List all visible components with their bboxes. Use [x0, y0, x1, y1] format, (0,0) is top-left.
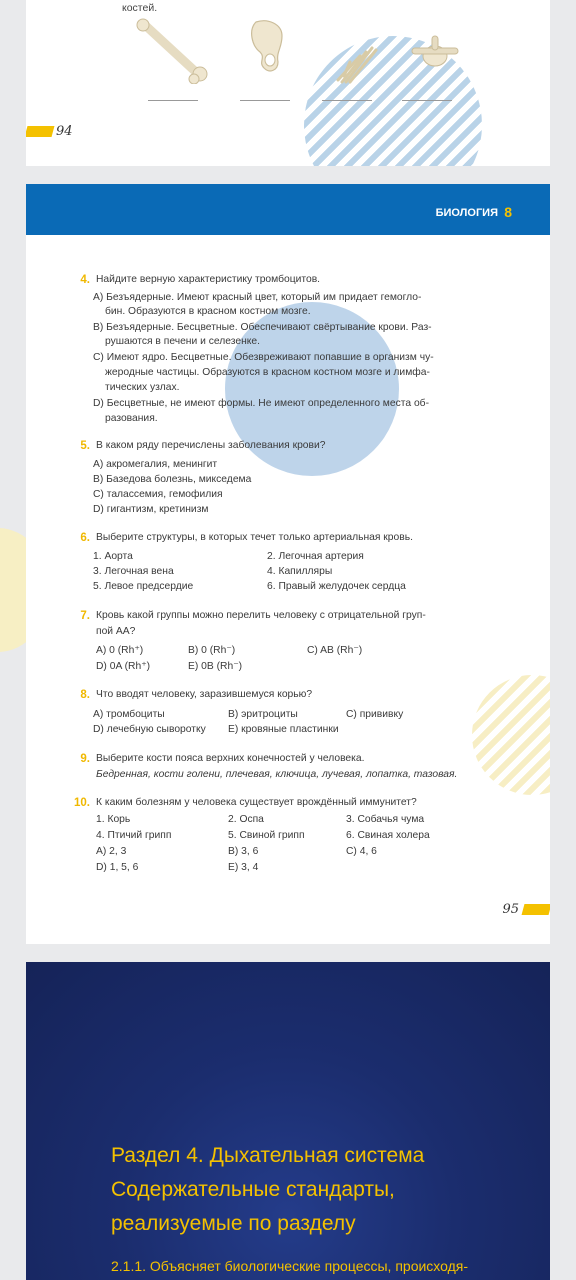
subject-label: БИОЛОГИЯ [435, 207, 498, 219]
answer-option: B) 0 (Rh⁻) [188, 645, 236, 656]
question-text: К каким болезням у человека существует врождённый иммунитет? [96, 797, 417, 808]
question-text: Найдите верную характеристику тромбоцитов. [96, 274, 321, 285]
answer-line: 3. Собачья чума [346, 814, 425, 825]
answer-line: жеродные частицы. Образуются в красном костном мозге и лимфа- [105, 367, 430, 378]
answer-line: бин. Образуются в красном костном мозге. [105, 306, 311, 317]
page-number-94: 94 [26, 124, 73, 139]
answer-line: Бедренная, кости голени, плечевая, ключица, лучевая, лопатка, тазовая. [96, 769, 458, 780]
answer-line: 3. Легочная вена [93, 566, 174, 577]
answer-option: D) 1, 5, 6 [96, 862, 139, 873]
answer-option: E) 3, 4 [228, 862, 259, 873]
answer-line: 1. Корь [96, 814, 131, 825]
answer-line: C) Имеют ядро. Бесцветные. Обезвреживают попавшие в организм чу- [93, 352, 434, 363]
answer-line: 4. Капилляры [267, 566, 333, 577]
grade-label: 8 [504, 204, 512, 220]
answer-option: E) кровяные пластинки [228, 724, 339, 735]
answer-line: A) акромегалия, менингит [93, 459, 218, 470]
section-title-line: Содержательные стандарты, [111, 1178, 395, 1201]
answer-line: B) Базедова болезнь, микседема [93, 474, 252, 485]
vertebra-icon [410, 34, 460, 74]
answer-option: E) 0B (Rh⁻) [188, 661, 243, 672]
pelvis-bone-icon [248, 18, 288, 74]
page-number-bar [522, 904, 550, 915]
page-number-bar [26, 126, 54, 137]
answer-line: рушаются в печени и селезенке. [105, 336, 260, 347]
question-text: В каком ряду перечислены заболевания крови? [96, 440, 326, 451]
answer-line: C) талассемия, гемофилия [93, 489, 223, 500]
section-title-line: Раздел 4. Дыхательная система [111, 1144, 425, 1167]
page-94 [26, 0, 550, 166]
question-text: Выберите структуры, в которых течет только артериальная кровь. [96, 532, 413, 543]
question-text: Кровь какой группы можно перелить человеку с отрицательной груп- [96, 610, 426, 621]
answer-option: D) 0A (Rh⁺) [96, 661, 151, 672]
answer-line: 4. Птичий грипп [96, 830, 172, 841]
answer-option: A) 2, 3 [96, 846, 127, 857]
answer-blank-line [402, 100, 452, 101]
hand-bones-icon [330, 38, 380, 84]
answer-option: C) прививку [346, 709, 404, 720]
section-title-line: реализуемые по разделу [111, 1212, 356, 1235]
page-95: БИОЛОГИЯ 8 4. Найдите верную характеристику тромбоцитов. A) Безъядерные. Имеют красный цвет, который им придает гемогло- бин. Образуются в красном костном мозге. B) Безъядерные. Бесцветные. Обеспечивают свёртывание крови. Раз- рушаются в печени и селезенке. C) Имеют ядро. Бесцветные. Обезвреживают попавшие в организм чу- жеродные частицы. Образуются в красном костном мозге и лимфа- тических узлах. D) Бесцветные, не имеют формы. Не имеют определенного места об- разования. 5. В каком ряду перечислены заболевания крови? A) акромегалия, менингит B) Базедова болезнь, микседема C) талассемия, гемофилия D) гигантизм, кретинизм 6. Выберите структуры, в которых течет только артериальная кровь. 1. Аорта 3. Легочная вена 5. Левое предсердие 2. Легочная артерия 4. Капилляры 6. Правый желудочек сердца 7. Кровь какой группы можно перелить человеку с отрицательной груп- пой АА? A) 0 (Rh⁺) B) 0 (Rh⁻) C) AB (Rh⁻) D) 0A (Rh⁺) E) 0B (Rh⁻) 8. Что вводят человеку, заразившемуся корью? A) тромбоциты B) эритроциты C) прививку D) лечебную сыворотку E) кровяные пластинки 9. Выберите кости пояса верхних конечностей у человека. Бедренная, кости голени, плечевая, ключица, лучевая, лопатка, тазовая. 10. К каким болезням у человека существует врождённый иммунитет? 1. Корь 2. Оспа 3. Собачья чума 4. Птичий грипп 5. Свиной грипп 6. Свиная холера A) 2, 3 B) 3, 6 C) 4, 6 D) 1, 5, 6 E) 3, 4 95 [26, 184, 550, 944]
answer-line: D) гигантизм, кретинизм [93, 504, 209, 515]
answer-line: 2. Оспа [228, 814, 264, 825]
question-text: пой АА? [96, 626, 136, 637]
question-text: Что вводят человеку, заразившемуся корью? [96, 689, 313, 700]
answer-option: B) эритроциты [228, 709, 298, 720]
answer-option: A) 0 (Rh⁺) [96, 645, 144, 656]
answer-blank-line [148, 100, 198, 101]
answer-line: 5. Левое предсердие [93, 581, 194, 592]
femur-bone-icon [134, 18, 210, 84]
answer-blank-line [240, 100, 290, 101]
answer-line: 6. Правый желудочек сердца [267, 581, 406, 592]
answer-option: D) лечебную сыворотку [93, 724, 206, 735]
answer-option: A) тромбоциты [93, 709, 165, 720]
answer-option: C) 4, 6 [346, 846, 377, 857]
page-number-95: 95 [502, 902, 550, 917]
answer-line: A) Безъядерные. Имеют красный цвет, который им придает гемогло- [93, 292, 422, 303]
section-subtitle: 2.1.1. Объясняет биологические процессы, происходя- [111, 1258, 469, 1274]
page-94-caption: костей. [122, 2, 158, 14]
answer-line: 1. Аорта [93, 551, 133, 562]
question-text: Выберите кости пояса верхних конечностей у человека. [96, 753, 365, 764]
section-title-page [26, 962, 550, 1280]
answer-option: B) 3, 6 [228, 846, 259, 857]
answer-line: 2. Легочная артерия [267, 551, 364, 562]
answer-option: C) AB (Rh⁻) [307, 645, 363, 656]
answer-line: 6. Свиная холера [346, 830, 430, 841]
answer-line: B) Безъядерные. Бесцветные. Обеспечивают свёртывание крови. Раз- [93, 322, 432, 333]
answer-line: тических узлах. [105, 382, 180, 393]
answer-line: D) Бесцветные, не имеют формы. Не имеют определенного места об- [93, 398, 430, 409]
answer-line: разования. [105, 413, 158, 424]
answer-line: 5. Свиной грипп [228, 830, 305, 841]
answer-blank-line [322, 100, 372, 101]
